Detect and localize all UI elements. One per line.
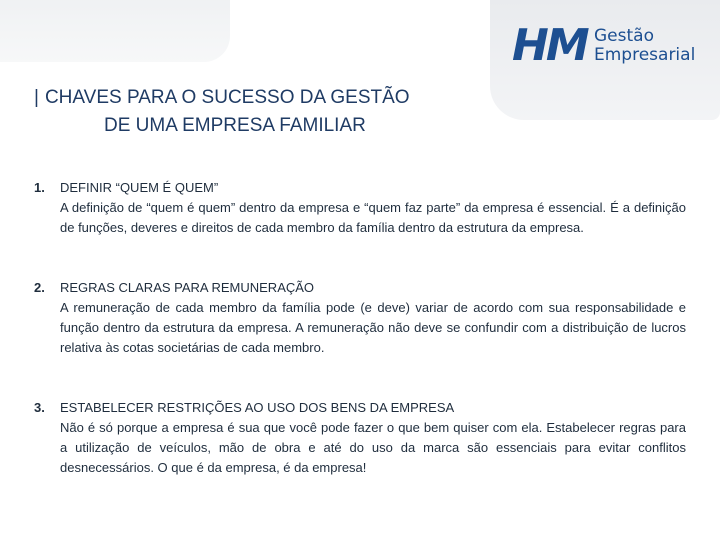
logo-text-line2: Empresarial — [594, 45, 696, 65]
keys-list — [34, 178, 686, 518]
decorative-shape-left — [0, 0, 230, 62]
item-number: 1. — [34, 180, 45, 195]
item-heading: REGRAS CLARAS PARA REMUNERAÇÃO — [60, 280, 315, 295]
item-description: A remuneração de cada membro da família pode (e deve) variar de acordo com sua responsabilidade e função dentro da estrutura da empresa. A remuneração não deve se confundir com a distribuição de lucros relativa às cotas societárias de cada membro. — [60, 300, 686, 355]
logo-text-line1: Gestão — [594, 26, 654, 46]
list-item — [34, 278, 686, 358]
item-heading: DEFINIR “QUEM É QUEM” — [60, 180, 219, 195]
company-logo — [512, 20, 696, 71]
logo-mark: HM — [512, 20, 587, 71]
item-description: Não é só porque a empresa é sua que você pode fazer o que bem quiser com ela. Estabelecer regras para a utilização de veículos, mão de obra e até do uso da marca são essenciais para evitar conflitos desnecessários. O que é da empresa, é da empresa! — [60, 420, 686, 475]
list-item — [34, 398, 686, 478]
title-bar: | — [34, 87, 39, 108]
title-text-line1: CHAVES PARA O SUCESSO DA GESTÃO — [44, 87, 410, 108]
item-heading: ESTABELECER RESTRIÇÕES AO USO DOS BENS DA EMPRESA — [60, 400, 455, 415]
item-number: 2. — [34, 280, 45, 295]
page-title-line1 — [34, 84, 410, 112]
item-content — [60, 398, 686, 478]
item-number: 3. — [34, 400, 45, 415]
list-item — [34, 178, 686, 238]
item-description: A definição de “quem é quem” dentro da empresa e “quem faz parte” da empresa é essencial. É a definição de funções, deveres e direitos de cada membro da família dentro da estrutura da empresa. — [60, 200, 686, 235]
item-content — [60, 278, 686, 358]
page-title-line2: DE UMA EMPRESA FAMILIAR — [104, 115, 366, 136]
item-content — [60, 178, 686, 238]
logo-text — [594, 27, 695, 65]
